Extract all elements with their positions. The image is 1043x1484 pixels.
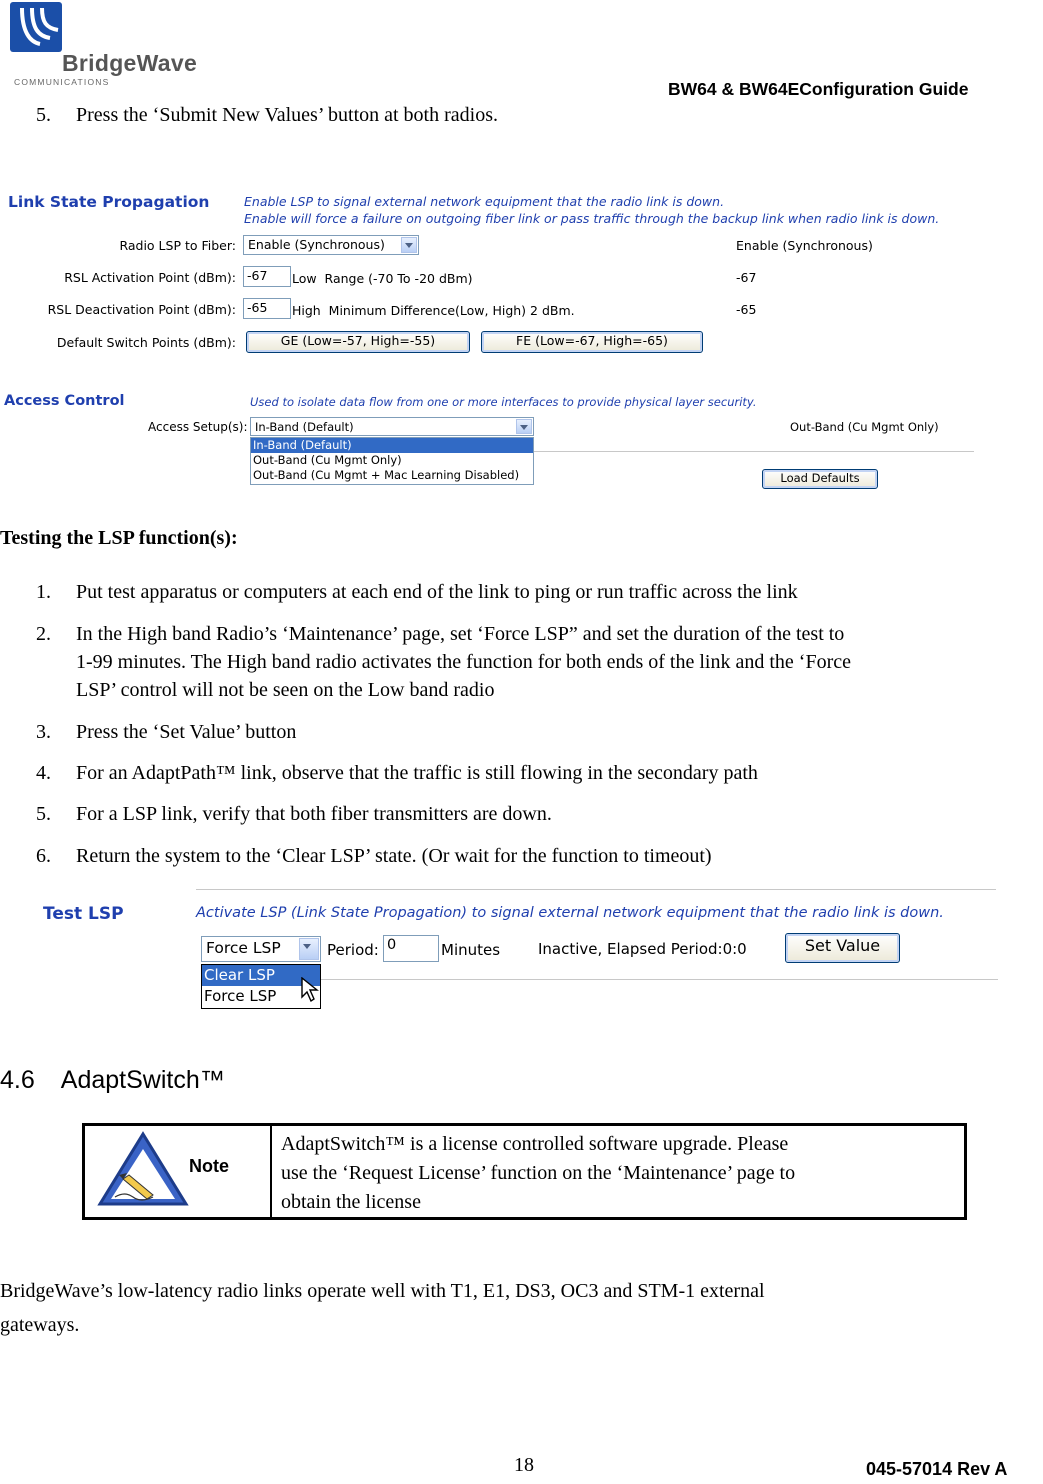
divider (321, 979, 998, 980)
note-label: Note (189, 1156, 229, 1176)
logo-sub: COMMUNICATIONS (14, 77, 110, 87)
test-step-6 (36, 842, 712, 870)
minutes-label: Minutes (441, 941, 501, 959)
section-title: AdaptSwitch™ (60, 1066, 225, 1094)
note-line-2: use the ‘Request License’ function on the ‘Maintenance’ page to (281, 1162, 796, 1184)
test-step-2 (36, 620, 1043, 704)
rsl-activation-hint: Low Range (-70 To -20 dBm) (292, 271, 473, 286)
step-text: Press the ‘Submit New Values’ button at both radios. (76, 104, 498, 126)
option-clear-lsp[interactable]: Clear LSP (202, 965, 320, 986)
step-number: 4. (36, 762, 51, 784)
note-line-3: obtain the license (281, 1191, 421, 1213)
test-step-1 (36, 578, 798, 606)
test-step-3 (36, 718, 296, 746)
step-number: 6. (36, 845, 51, 867)
divider (196, 889, 996, 890)
step-text: Put test apparatus or computers at each end of the link to ping or run traffic across the link (76, 581, 798, 603)
chevron-down-icon[interactable] (299, 938, 319, 960)
closing-paragraph (0, 1274, 765, 1342)
ge-defaults-button[interactable]: GE (Low=-57, High=-55) (246, 331, 470, 353)
force-lsp-value: Force LSP (206, 939, 281, 957)
step-text: For an AdaptPath™ link, observe that the traffic is still flowing in the secondary path (76, 762, 758, 784)
rsl-deactivation-input[interactable]: -65 (243, 298, 291, 319)
test-status: Inactive, Elapsed Period:0:0 (538, 940, 747, 958)
step-text: Press the ‘Set Value’ button (76, 721, 297, 743)
radio-lsp-label: Radio LSP to Fiber: (119, 238, 236, 253)
option-force-lsp[interactable]: Force LSP (204, 987, 277, 1005)
chevron-down-icon[interactable] (516, 419, 532, 434)
test-lsp-desc: Activate LSP (Link State Propagation) to signal external network equipment that the radio link is down. (196, 905, 944, 921)
test-lsp-screenshot (36, 885, 998, 1015)
access-options-list[interactable] (250, 437, 534, 485)
option-in-band[interactable]: In-Band (Default) (251, 438, 533, 453)
rsl-activation-input[interactable]: -67 (243, 266, 291, 287)
radio-lsp-current: Enable (Synchronous) (736, 238, 873, 253)
access-control-desc: Used to isolate data flow from one or more interfaces to provide physical layer security. (250, 395, 757, 409)
test-lsp-title: Test LSP (43, 904, 124, 924)
step-number: 3. (36, 721, 51, 743)
step-number: 5. (36, 104, 51, 126)
testing-heading: Testing the LSP function(s): (0, 527, 238, 549)
fe-defaults-button[interactable]: FE (Low=-67, High=-65) (481, 331, 703, 353)
note-line-1: AdaptSwitch™ is a license controlled software upgrade. Please (281, 1133, 789, 1155)
guide-title: BW64 & BW64EConfiguration Guide (668, 79, 969, 99)
section-heading (0, 1066, 225, 1095)
access-setup-select[interactable] (250, 417, 534, 436)
closing-line-2: gateways. (0, 1314, 80, 1336)
mouse-pointer-icon (301, 977, 319, 1003)
step-text-line-2: 1-99 minutes. The High band radio activates the function for both ends of the link and the ‘Force (76, 651, 851, 673)
radio-lsp-value: Enable (Synchronous) (248, 237, 385, 252)
rsl-deactivation-current: -65 (736, 302, 757, 317)
access-setup-label: Access Setup(s): (148, 420, 248, 434)
rsl-deactivation-label: RSL Deactivation Point (dBm): (47, 302, 236, 317)
note-pencil-icon (97, 1131, 189, 1207)
step-number: 5. (36, 803, 51, 825)
lsp-desc-1: Enable LSP to signal external network equipment that the radio link is down. (244, 194, 725, 209)
test-step-5 (36, 800, 552, 828)
radio-lsp-select[interactable] (243, 235, 419, 255)
closing-line-1: BridgeWave’s low-latency radio links operate well with T1, E1, DS3, OC3 and STM-1 external (0, 1280, 765, 1302)
rsl-activation-current: -67 (736, 270, 757, 285)
step-number: 1. (36, 581, 51, 603)
rsl-deactivation-hint: High Minimum Difference(Low, High) 2 dBm. (292, 303, 575, 318)
test-step-4 (36, 759, 758, 787)
logo-mark-icon (10, 2, 62, 52)
step-text-line-3: LSP’ control will not be seen on the Low band radio (76, 679, 495, 701)
access-setup-value: In-Band (Default) (255, 420, 354, 434)
switch-points-label: Default Switch Points (dBm): (56, 335, 236, 350)
chevron-down-icon[interactable] (401, 237, 417, 253)
page-number: 18 (514, 1454, 534, 1476)
divider (534, 451, 974, 452)
force-lsp-select[interactable] (201, 936, 321, 962)
step-number: 2. (36, 623, 51, 645)
access-control-title: Access Control (4, 393, 125, 409)
document-id: 045-57014 Rev A (866, 1459, 1008, 1479)
load-defaults-button[interactable]: Load Defaults (762, 469, 878, 489)
period-label: Period: (327, 941, 379, 959)
lsp-desc-2: Enable will force a failure on outgoing fiber link or pass traffic through the backup link when radio link is down. (244, 211, 940, 226)
logo-name: BridgeWave (62, 50, 198, 76)
step-text: For a LSP link, verify that both fiber transmitters are down. (76, 803, 552, 825)
option-out-band-mac[interactable]: Out-Band (Cu Mgmt + Mac Learning Disabled) (253, 468, 520, 482)
rsl-activation-label: RSL Activation Point (dBm): (64, 270, 236, 285)
section-number: 4.6 (0, 1066, 35, 1094)
note-table (82, 1123, 967, 1220)
note-icon-cell (85, 1126, 272, 1217)
note-text (281, 1130, 961, 1217)
period-input[interactable]: 0 (383, 935, 439, 962)
step-text-line-1: In the High band Radio’s ‘Maintenance’ page, set ‘Force LSP” and set the duration of the test to (76, 623, 845, 645)
lsp-title: Link State Propagation (8, 193, 210, 211)
lsp-screenshot (0, 185, 1000, 495)
access-setup-current: Out-Band (Cu Mgmt Only) (790, 420, 939, 434)
option-out-band[interactable]: Out-Band (Cu Mgmt Only) (253, 453, 402, 467)
step-5 (36, 101, 498, 129)
set-value-button[interactable]: Set Value (785, 933, 900, 963)
step-text: Return the system to the ‘Clear LSP’ state. (Or wait for the function to timeout) (76, 845, 712, 867)
